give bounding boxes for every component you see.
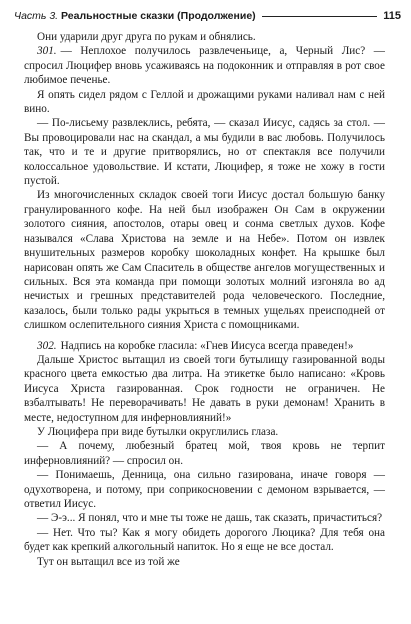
paragraph [24,526,385,555]
paragraph-text: Они ударили друг друга по рукам и обнялись. [37,31,256,43]
paragraph-text: Тут он вытащил все из той же [37,555,180,568]
paragraph-text: Я опять сидел рядом с Геллой и дрожащими руками наливал нам с ней вино. [24,88,385,116]
header-book-title: Реальностные сказки (Продолжение) [61,10,256,22]
page-number: 115 [383,10,401,22]
paragraph [24,339,385,353]
paragraph [24,425,385,439]
verse-number: 301. [37,45,57,58]
paragraph-text: — А почему, любезный братец мой, твоя кровь не терпит инферновлияний? — спросил он. [24,440,385,467]
paragraph-text: — Понимаешь, Денница, она сильно газирована, иначе говоря — одухотворена, и потому, при соприкосновении с демоном взрывается, — ответил Иисус. [24,469,385,510]
paragraph [24,353,385,425]
header-rule [262,16,378,17]
paragraph [24,511,385,525]
paragraph-text: — Э-э... Я понял, что и мне ты тоже не дашь, так сказать, причаститься? [37,512,383,525]
verse-number: 302. [37,339,57,352]
body-text [24,30,385,569]
paragraph-text: Из многочисленных складок своей тоги Иисус достал большую банку гранулированного кофе. На ней был изображен Он Сам в окружении золотого сияния, апостолов, отары овец и сонма светлых духов. Кофе назывался «Слава Христова на земле и на Небе». Потом он извлек внушительных размеров коробку шоколадных конфет. На крышке был нарисован опять же Сам Спаситель в обществе ангелов могущественных и сильных. Вся эта команда при помощи золотых молний изгоняла во ад нечистых и грешных представителей рода человеческого. Последние, казалось, были только рады укрыться в темных ущельях преисподней от слишком ослепительного сияния Христа с помощниками. [24,189,385,332]
paragraph-text: Дальше Христос вытащил из своей тоги бутылищу газированной воды красного цвета емкостью два литра. На этикетке было написано: «Кровь Иисуса Христа газированная. Срок годности не ограничен. Не взбалтывать! Не переворачивать! Не давать в руки демонам! Хранить в месте, недоступном для инферновлияний!» [24,353,385,424]
paragraph [24,188,385,332]
paragraph [24,116,385,188]
paragraph-text: — Нет. Что ты? Как я могу обидеть дорогого Люцика? Для тебя она будет как крепкий алкогольный напиток. Но я еще не все достал. [24,526,385,554]
header-title [14,10,256,22]
paragraph [24,439,385,468]
paragraph-text: — Неплохое получилось развлеченьице, а, Черный Лис? — спросил Люцифер вновь усаживаясь на подоконник и отправляя в рот свое любимое печенье. [24,45,385,87]
paragraph [24,468,385,511]
paragraph-text: У Люцифера при виде бутылки округлились глаза. [37,425,279,438]
running-header [14,6,401,26]
paragraph [24,44,385,87]
paragraph [24,555,385,569]
paragraph [24,88,385,117]
paragraph-text: Надпись на коробке гласила: «Гнев Иисуса всегда праведен!» [60,339,354,352]
header-part: Часть 3. [14,10,59,22]
paragraph [24,30,385,44]
paragraph-text: — По-лисьему развлеклись, ребята, — сказал Иисус, садясь за стол. — Вы провоцировали нас на скандал, а мы будили в вас любовь. Получилось так, что и те и другие притворялись, но от спектакля все получили колоссальное удовольствие. И кстати, Люцифер, я тоже не хожу в гости пустой. [24,117,385,188]
